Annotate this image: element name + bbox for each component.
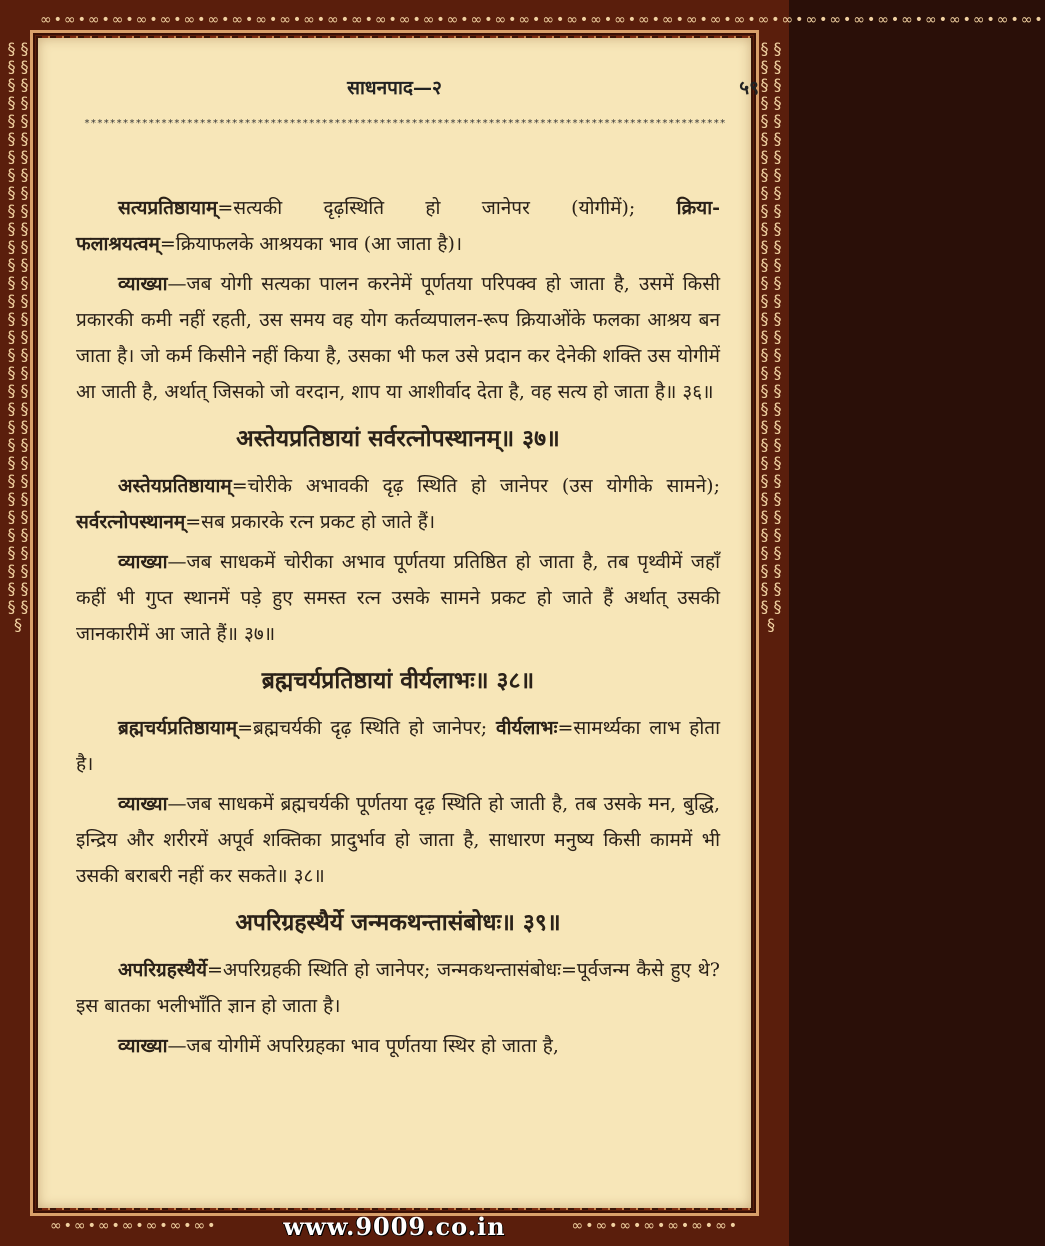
sanskrit-term: अपरिग्रहस्थैर्ये [118,959,207,981]
sanskrit-term: व्याख्या [118,1035,168,1057]
sanskrit-term: वीर्यलाभः [496,717,558,739]
paragraph-text: —जब योगी सत्यका पालन करनेमें पूर्णतया परिपक्व हो जाता है, उसमें किसी प्रकारकी कमी नहीं रहती, उस समय वह योग कर्तव्यपालन-रूप क्रियाओंके फलका आश्रय बन जाता है। जो कर्म किसीने नहीं किया है, उसका भी फल उसे प्रदान कर देनेकी शक्ति उस योगीमें आ जाती है, अर्थात् जिसको जो वरदान, शाप या आशीर्वाद देता है, वह सत्य हो जाता है॥ ३६॥ [76,273,720,403]
footer-left-swirl-icon: ∞•∞•∞•∞•∞•∞•∞• [50,1218,218,1234]
sanskrit-term: व्याख्या [118,273,168,295]
paragraph-text: =सत्यकी दृढ़स्थिति हो जानेपर (योगीमें); [217,197,677,219]
sutra-heading: अपरिग्रहस्थैर्ये जन्मकथन्तासंबोधः॥ ३९॥ [235,909,561,936]
paragraph [76,544,720,652]
sanskrit-term: सत्यप्रतिष्ठायाम् [118,197,218,219]
footer-right-swirl-icon: ∞•∞•∞•∞•∞•∞•∞• [571,1218,739,1234]
paragraph [76,190,720,262]
paragraph-text: —जब साधकमें चोरीका अभाव पूर्णतया प्रतिष्ठित हो जाता है, तब पृथ्वीमें जहाँ कहीं भी गुप्त स्थानमें पड़े हुए समस्त रत्न उसके सामने प्रकट हो जाते हैं अर्थात् उसकी जानकारीमें आ जाते हैं॥ ३७॥ [76,551,720,645]
sanskrit-term: व्याख्या [118,551,168,573]
sutra-heading: अस्तेयप्रतिष्ठायां सर्वरत्नोपस्थानम्॥ ३७॥ [236,425,560,452]
paragraph-text: =सामर्थ्यका लाभ होता है। [76,717,720,775]
paragraph [76,952,720,1024]
paragraph-text: —जब योगीमें अपरिग्रहका भाव पूर्णतया स्थिर हो जाता है, [167,1035,559,1057]
page-number: ५९ [739,77,759,99]
paragraph [76,786,720,894]
paragraph [76,266,720,410]
paragraph [76,1028,720,1064]
sutra-heading: ब्रह्मचर्यप्रतिष्ठायां वीर्यलाभः॥ ३८॥ [261,667,535,694]
sanskrit-term: क्रिया-फलाश्रयत्वम् [76,197,720,255]
paragraph-text: =अपरिग्रहकी स्थिति हो जानेपर; जन्मकथन्तासंबोधः=पूर्वजन्म कैसे हुए थे? इस बातका भलीभाँति ज्ञान हो जाता है। [76,959,720,1017]
left-swirl-ornament-icon: § § § § § § § § § § § § § § § § § § § § § § § § § § § § § § § § § § § § § § § § § § § § § § § § § § § § § § § § § § § § § § § § § [7,39,29,634]
footer [40,1212,749,1242]
running-head [0,74,789,104]
paragraph [76,468,720,540]
sanskrit-term: सर्वरत्नोपस्थानम् [76,511,186,533]
paragraph-text: =सब प्रकारके रत्न प्रकट हो जाते हैं। [185,511,436,533]
page-body [76,190,720,1068]
sanskrit-term: ब्रह्मचर्यप्रतिष्ठायाम् [118,717,238,739]
paragraph [76,710,720,782]
star-separator: **************************************************************************************************** [84,118,727,129]
paragraph-text: =चोरीके अभावकी दृढ़ स्थिति हो जानेपर (उस योगीके सामने); [231,475,720,497]
paragraph-text: =ब्रह्मचर्यकी दृढ़ स्थिति हो जानेपर; [237,717,496,739]
chapter-title: साधनपाद—२ [347,77,442,99]
right-swirl-ornament-icon: § § § § § § § § § § § § § § § § § § § § § § § § § § § § § § § § § § § § § § § § § § § § § § § § § § § § § § § § § § § § § § § § § [760,39,782,634]
sanskrit-term: अस्तेयप्रतिष्ठायाम् [118,475,232,497]
sanskrit-term: व्याख्या [118,793,168,815]
paragraph-text: =क्रियाफलके आश्रयका भाव (आ जाता है)। [159,233,463,255]
footer-website-link[interactable]: www.9009.co.in [283,1212,506,1241]
paragraph-text: —जब साधकमें ब्रह्मचर्यकी पूर्णतया दृढ़ स्थिति हो जाती है, तब उसके मन, बुद्धि, इन्द्रिय और शरीरमें अपूर्व शक्तिका प्रादुर्भाव हो जाता है, साधारण मनुष्य किसी काममें भी उसकी बराबरी नहीं कर सकते॥ ३८॥ [76,793,720,887]
top-swirl-ornament-icon: ∞•∞•∞•∞•∞•∞•∞•∞•∞•∞•∞•∞•∞•∞•∞•∞•∞•∞•∞•∞•∞•∞•∞•∞•∞•∞•∞•∞•∞•∞•∞•∞•∞•∞•∞•∞•∞•∞•∞•∞•∞•∞• [40,12,1045,28]
